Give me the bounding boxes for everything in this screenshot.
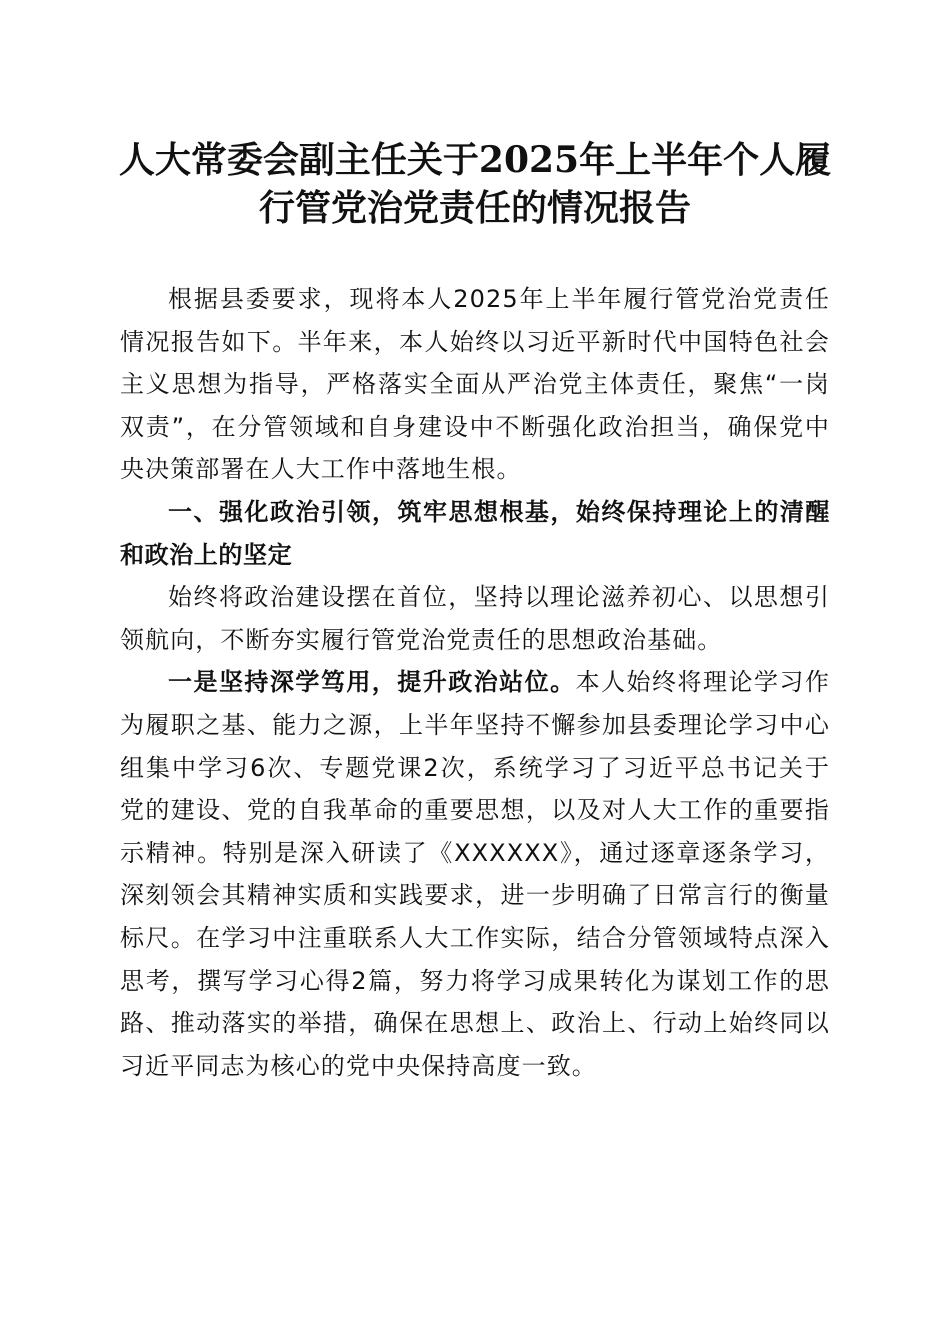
title-line-1: 人大常委会副主任关于2025年上半年个人履 [118, 139, 832, 181]
point-1-body: 本人始终将理论学习作为履职之基、能力之源，上半年坚持不懈参加县委理论学习中心组集中学习6次、专题党课2次，系统学习了习近平总书记关于党的建设、党的自我革命的重要思想，以及对人大工作的重要指示精神。特别是深入研读了《XXXXXX》，通过逐章逐条学习，深刻领会其精神实质和实践要求，进一步明确了日常言行的衡量标尺。在学习中注重联系人大工作实际，结合分管领域特点深入思考，撰写学习心得2篇，努力将学习成果转化为谋划工作的思路、推动落实的举措，确保在思想上、政治上、行动上始终同以习近平同志为核心的党中央保持高度一致。 [120, 668, 830, 1080]
document-body [120, 278, 830, 1087]
section-1-heading: 一、强化政治引领，筑牢思想根基，始终保持理论上的清醒和政治上的坚定 [120, 497, 830, 569]
document-title [60, 136, 890, 232]
point-1-lead: 一是坚持深学笃用，提升政治站位。 [168, 668, 576, 697]
title-line-2: 行管党治党责任的情况报告 [258, 187, 691, 229]
point-1-paragraph [120, 661, 830, 1087]
intro-paragraph: 根据县委要求，现将本人2025年上半年履行管党治党责任情况报告如下。半年来，本人始终以习近平新时代中国特色社会主义思想为指导，严格落实全面从严治党主体责任，聚焦“一岗双责”，在分管领域和自身建设中不断强化政治担当，确保党中央决策部署在人大工作中落地生根。 [120, 285, 830, 484]
section-1-intro-paragraph: 始终将政治建设摆在首位，坚持以理论滋养初心、以思想引领航向，不断夯实履行管党治党责任的思想政治基础。 [120, 583, 830, 654]
